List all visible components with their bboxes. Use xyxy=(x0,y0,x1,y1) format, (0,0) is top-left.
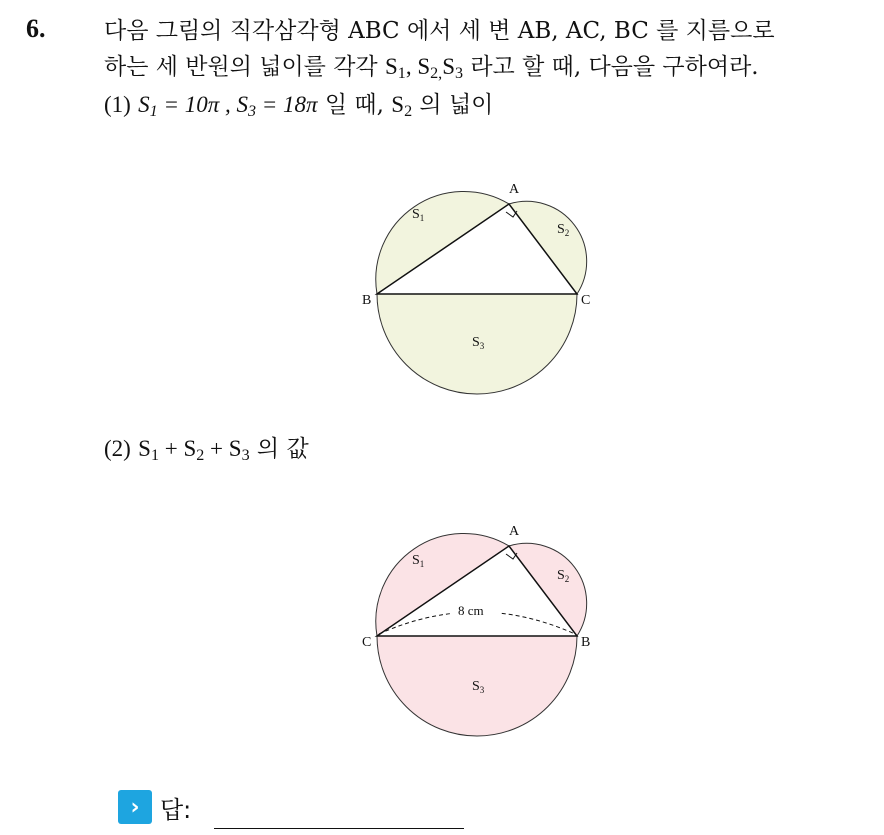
vertex-a-label-fig1: A xyxy=(509,182,520,197)
part-1-number: (1) xyxy=(104,92,131,117)
chevron-right-icon: › xyxy=(118,790,152,824)
vertex-b-label-fig2: B xyxy=(581,635,591,650)
semicircle-names: $S_1$, $S_{2,}S_3$ xyxy=(384,54,464,83)
figure-1 xyxy=(362,182,590,394)
region-s1-label-fig2: $S_1$ xyxy=(412,553,425,569)
region-s2-label-fig1: $S_2$ xyxy=(557,222,570,238)
region-s3-label-fig2: $S_3$ xyxy=(472,679,485,695)
answer-blank[interactable] xyxy=(214,828,464,829)
vertex-c-label-fig2: C xyxy=(362,635,372,650)
region-s2-label-fig2: $S_2$ xyxy=(557,568,570,584)
vertex-b-label-fig1: B xyxy=(362,293,372,308)
figure-2 xyxy=(362,524,590,736)
vertex-a-label-fig2: A xyxy=(509,524,520,539)
part-2-number: (2) xyxy=(104,436,131,461)
question-line-1: 다음 그림의 직각삼각형 ABC 에서 세 변 AB, AC, BC 를 지름으로 xyxy=(104,18,775,44)
question-line-2-prefix: 하는 세 반원의 넓이를 각각 xyxy=(104,54,385,80)
part-2-expression: $S_1 + S_2 + S_3$ xyxy=(138,436,250,465)
answer-label: 답: xyxy=(160,795,192,824)
hypotenuse-length-label: 8 cm xyxy=(458,603,484,618)
question-line-2-suffix: 라고 할 때, 다음을 구하여라. xyxy=(463,54,759,80)
part-1-ask: 일 때, $S_2$ 의 넓이 xyxy=(324,92,494,121)
answer-area xyxy=(118,790,191,824)
vertex-c-label-fig1: C xyxy=(581,293,591,308)
region-s3-label-fig1: $S_3$ xyxy=(472,335,485,351)
question-number: 6. xyxy=(26,14,46,43)
part-1-condition: $S_1 = 10\pi$ , $S_3 = 18\pi$ xyxy=(138,92,318,121)
part-2-ask: 의 값 xyxy=(256,436,309,462)
region-s1-label-fig1: $S_1$ xyxy=(412,207,425,223)
